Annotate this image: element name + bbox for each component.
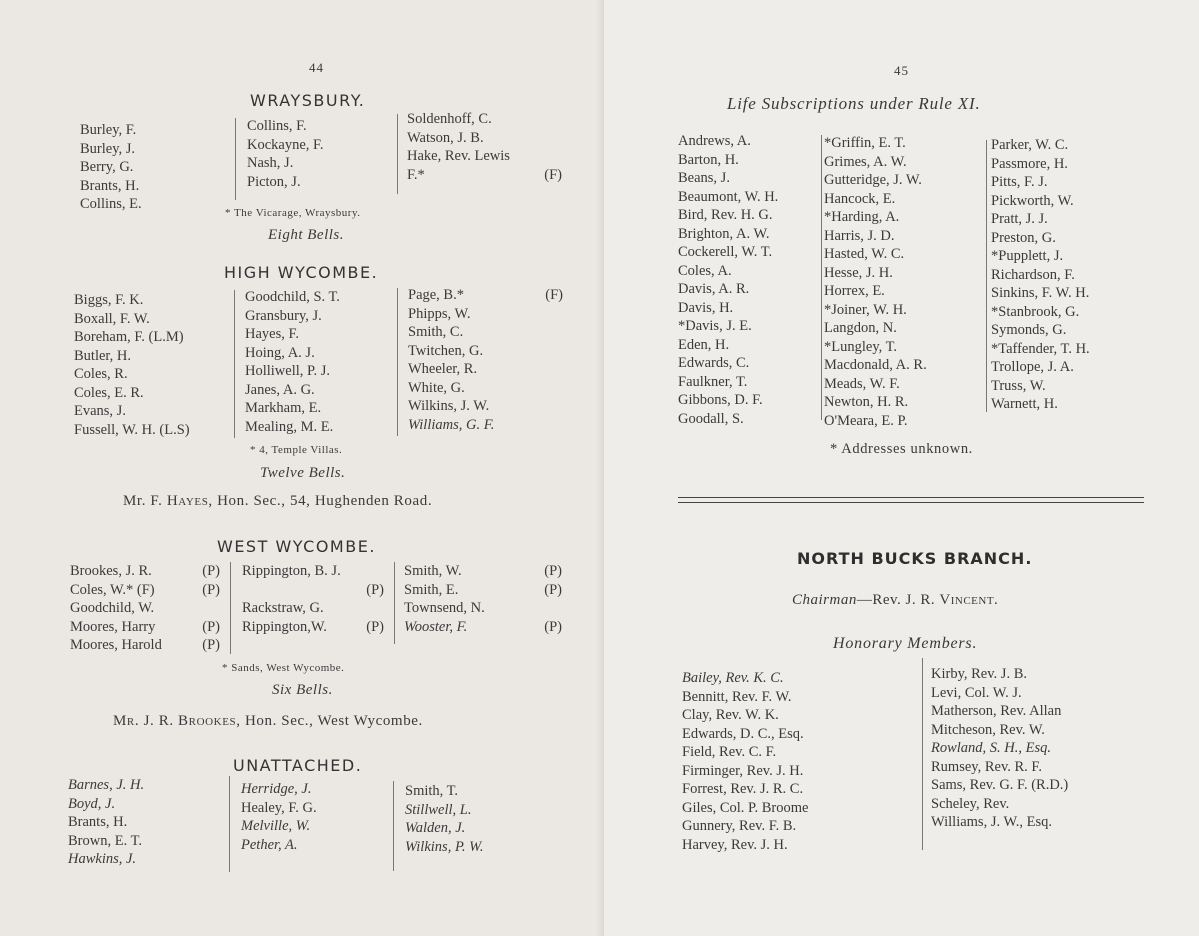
list-item: Macdonald, A. R.	[824, 357, 927, 373]
footnote: * Sands, West Wycombe.	[222, 662, 345, 674]
secretary-prefix: Mr. J. R.	[113, 713, 174, 729]
unattached-col2	[241, 780, 317, 854]
list-item	[407, 166, 562, 185]
column-divider	[234, 290, 235, 438]
list-item: Butler, H.	[74, 347, 132, 364]
high-wycombe-col3	[408, 286, 563, 434]
entry-name: Watson, J. B.	[407, 129, 484, 146]
column-divider	[922, 658, 923, 850]
list-item: Boyd, J.	[68, 795, 116, 812]
list-item: Wilkins, P. W.	[405, 838, 484, 855]
list-item: Grimes, A. W.	[824, 153, 907, 170]
list-item: Levi, Col. W. J.	[931, 684, 1022, 701]
list-item	[242, 562, 384, 581]
entry-mark: (P)	[202, 618, 220, 635]
list-item	[242, 599, 384, 618]
list-item: Truss, W.	[991, 377, 1046, 394]
list-item: Pether, A.	[241, 836, 298, 853]
list-item: Coles, A.	[678, 262, 732, 279]
list-item: Hesse, J. H.	[824, 264, 893, 281]
list-item	[408, 286, 563, 305]
list-item: Edwards, C.	[678, 355, 750, 371]
entry-name: Smith, C.	[408, 324, 464, 340]
entry-name: Goodchild, W.	[70, 600, 155, 616]
west-wycombe-col1	[70, 562, 220, 655]
list-item	[408, 305, 563, 324]
list-item: Hayes, F.	[245, 326, 300, 342]
list-item: Gibbons, D. F.	[678, 392, 763, 408]
list-item: Symonds, G.	[991, 322, 1067, 338]
entry-name: Wheeler, R.	[408, 361, 478, 377]
list-item: Scheley, Rev.	[931, 795, 1010, 812]
list-item: Meads, W. F.	[824, 375, 900, 392]
entry-mark: (P)	[202, 637, 220, 653]
section-heading-high-wycombe: HIGH WYCOMBE.	[224, 263, 379, 282]
west-wycombe-col2	[242, 562, 384, 636]
list-item: Hawkins, J.	[68, 851, 137, 867]
footnote: * The Vicarage, Wraysbury.	[225, 207, 361, 219]
list-item: *Lungley, T.	[824, 338, 898, 355]
list-item: Coles, R.	[74, 366, 128, 382]
list-item: Janes, A. G.	[245, 381, 315, 398]
entry-name: Smith, W.	[404, 563, 462, 579]
column-divider	[229, 776, 230, 872]
honorary-col2	[931, 665, 1068, 832]
high-wycombe-col1	[74, 291, 190, 439]
list-item: Davis, A. R.	[678, 281, 750, 297]
section-heading-north-bucks: NORTH BUCKS BRANCH.	[797, 549, 1033, 568]
unattached-col3	[405, 782, 484, 856]
list-item: Bennitt, Rev. F. W.	[682, 688, 792, 705]
list-item	[408, 379, 563, 398]
list-item	[70, 599, 220, 618]
list-item: Passmore, H.	[991, 155, 1068, 172]
list-item: Herridge, J.	[241, 781, 312, 797]
list-item: Pitts, F. J.	[991, 174, 1048, 190]
list-item	[407, 147, 562, 166]
list-item	[407, 110, 562, 129]
secretary-rest: Hon. Sec., 54, Hughenden Road.	[217, 493, 433, 509]
list-item: Sams, Rev. G. F. (R.D.)	[931, 777, 1069, 793]
wraysbury-col3	[407, 110, 562, 184]
list-item: Gunnery, Rev. F. B.	[682, 818, 797, 834]
entry-name: Brookes, J. R.	[70, 563, 152, 579]
list-item: *Pupplett, J.	[991, 248, 1064, 264]
right-page	[604, 0, 1199, 936]
list-item	[70, 618, 220, 637]
chairman-line	[792, 592, 998, 609]
list-item: Clay, Rev. W. K.	[682, 707, 779, 723]
entry-name: Rippington, B. J.	[242, 563, 341, 579]
section-heading-unattached: UNATTACHED.	[233, 756, 363, 775]
column-divider	[393, 781, 394, 871]
list-item: Harvey, Rev. J. H.	[682, 836, 788, 853]
list-item: Bailey, Rev. K. C.	[682, 670, 784, 686]
list-item: Cockerell, W. T.	[678, 244, 773, 260]
list-item: Mitcheson, Rev. W.	[931, 721, 1045, 738]
column-divider	[821, 135, 822, 420]
secretary-prefix: Mr. F.	[123, 493, 163, 509]
list-item	[408, 323, 563, 342]
list-item: Brown, E. T.	[68, 832, 142, 849]
column-divider	[230, 562, 231, 654]
wraysbury-col1	[80, 121, 142, 214]
entry-name: F.*	[407, 166, 425, 183]
list-item: Field, Rev. C. F.	[682, 744, 777, 760]
entry-name: Phipps, W.	[408, 305, 471, 322]
list-item: Mealing, M. E.	[245, 418, 334, 435]
list-item: Collins, F.	[247, 118, 307, 134]
list-item: *Stanbrook, G.	[991, 303, 1080, 320]
list-item: Burley, J.	[80, 140, 136, 157]
list-item	[408, 342, 563, 361]
list-item: Brighton, A. W.	[678, 225, 770, 242]
list-item: Harris, J. D.	[824, 227, 895, 244]
entry-name: White, G.	[408, 379, 465, 396]
entry-mark: (P)	[202, 581, 220, 598]
secretary-line	[113, 713, 423, 730]
list-item: Trollope, J. A.	[991, 359, 1074, 375]
list-item: Pickworth, W.	[991, 192, 1074, 209]
list-item: Warnett, H.	[991, 396, 1058, 412]
list-item: Langdon, N.	[824, 320, 897, 336]
list-item	[404, 581, 562, 600]
entry-mark: (P)	[544, 563, 562, 579]
list-item: *Griffin, E. T.	[824, 135, 906, 151]
entry-mark: (F)	[545, 287, 563, 303]
list-item: Kirby, Rev. J. B.	[931, 666, 1027, 682]
secretary-rest: Hon. Sec., West Wycombe.	[244, 713, 423, 729]
page-number: 44	[309, 60, 324, 75]
entry-mark: (F)	[544, 166, 562, 183]
list-item	[242, 618, 384, 637]
chairman-name: Vincent.	[939, 592, 999, 608]
list-item: Andrews, A.	[678, 133, 751, 149]
list-item: Brants, H.	[80, 177, 140, 194]
list-item: Firminger, Rev. J. H.	[682, 762, 804, 779]
entry-name: Townsend, N.	[404, 600, 485, 616]
column-divider	[397, 114, 398, 194]
list-item: Beans, J.	[678, 170, 730, 186]
list-item: Hancock, E.	[824, 190, 896, 207]
double-rule-bottom	[678, 502, 1144, 503]
unattached-col1	[68, 776, 144, 869]
list-item: Hasted, W. C.	[824, 246, 905, 262]
entry-name: Hake, Rev. Lewis	[407, 148, 510, 164]
honorary-members-title: Honorary Members.	[833, 635, 978, 652]
list-item: Faulkner, T.	[678, 373, 748, 390]
list-item: *Joiner, W. H.	[824, 301, 907, 318]
list-item: Healey, F. G.	[241, 799, 317, 816]
list-item: *Taffender, T. H.	[991, 340, 1090, 357]
column-divider	[397, 288, 398, 436]
bells-note: Six Bells.	[272, 682, 333, 698]
list-item	[70, 562, 220, 581]
list-item: Preston, G.	[991, 229, 1056, 246]
list-item: O'Meara, E. P.	[824, 412, 908, 429]
list-item: Barton, H.	[678, 151, 739, 168]
list-item: Barnes, J. H.	[68, 777, 145, 793]
list-item: Eden, H.	[678, 336, 730, 353]
footnote: * 4, Temple Villas.	[250, 444, 343, 456]
list-item: Boxall, F. W.	[74, 310, 150, 327]
list-item: Bird, Rev. H. G.	[678, 207, 773, 223]
list-item: Pratt, J. J.	[991, 211, 1048, 227]
list-item	[70, 636, 220, 655]
list-item: Davis, H.	[678, 299, 734, 316]
secretary-line	[123, 493, 432, 510]
list-item: Picton, J.	[247, 173, 301, 190]
chairman-dash: —Rev. J. R.	[856, 592, 936, 608]
section-heading-west-wycombe: WEST WYCOMBE.	[217, 537, 376, 556]
chairman-label: Chairman	[792, 592, 857, 608]
list-item: Goodall, S.	[678, 410, 744, 427]
life-col2	[824, 134, 927, 430]
list-item: Forrest, Rev. J. R. C.	[682, 781, 804, 797]
life-subscriptions-title: Life Subscriptions under Rule XI.	[727, 94, 981, 113]
list-item: Hoing, A. J.	[245, 344, 315, 361]
column-divider	[235, 118, 236, 200]
list-item: Biggs, F. K.	[74, 292, 144, 308]
list-item: Stillwell, L.	[405, 801, 472, 818]
list-item	[404, 599, 562, 618]
list-item	[404, 562, 562, 581]
list-item: Newton, H. R.	[824, 394, 909, 410]
list-item: Melville, W.	[241, 818, 311, 834]
entry-name: Moores, Harry	[70, 618, 156, 635]
entry-name: Wilkins, J. W.	[408, 398, 490, 414]
entry-mark: (P)	[544, 618, 562, 635]
list-item: Collins, E.	[80, 196, 142, 212]
entry-name: Smith, E.	[404, 581, 459, 598]
entry-name: Williams, G. F.	[408, 416, 495, 433]
entry-name: Soldenhoff, C.	[407, 111, 492, 127]
list-item	[408, 416, 563, 435]
list-item: Berry, G.	[80, 159, 134, 175]
page-number: 45	[894, 63, 909, 78]
bells-note: Twelve Bells.	[260, 465, 346, 481]
list-item: Richardson, F.	[991, 266, 1075, 283]
list-item: Nash, J.	[247, 155, 294, 171]
entry-name: Wooster, F.	[404, 618, 468, 635]
entry-mark: (P)	[544, 581, 562, 598]
list-item: Rowland, S. H., Esq.	[931, 740, 1052, 756]
list-item: Evans, J.	[74, 403, 126, 419]
list-item: Goodchild, S. T.	[245, 289, 340, 305]
list-item: Beaumont, W. H.	[678, 188, 779, 205]
secretary-name: Brookes,	[178, 713, 241, 729]
list-item	[70, 581, 220, 600]
list-item	[407, 129, 562, 148]
column-divider	[986, 140, 987, 412]
west-wycombe-col3	[404, 562, 562, 636]
list-item: Gransbury, J.	[245, 307, 322, 324]
list-item: Giles, Col. P. Broome	[682, 799, 809, 816]
entry-mark: (P)	[366, 581, 384, 598]
list-item: Rumsey, Rev. R. F.	[931, 758, 1042, 775]
entry-mark: (P)	[366, 618, 384, 635]
list-item	[408, 397, 563, 416]
honorary-col1	[682, 669, 808, 854]
entry-name: Twitchen, G.	[408, 342, 484, 359]
high-wycombe-col2	[245, 288, 340, 436]
list-item	[404, 618, 562, 637]
life-col1	[678, 132, 778, 428]
life-col3	[991, 136, 1090, 414]
list-item: Kockayne, F.	[247, 136, 324, 153]
entry-name: Coles, W.* (F)	[70, 581, 155, 598]
entry-mark: (P)	[202, 563, 220, 579]
list-item	[242, 581, 384, 600]
list-item: Holliwell, P. J.	[245, 363, 330, 379]
list-item: Horrex, E.	[824, 283, 885, 299]
section-heading-wraysbury: WRAYSBURY.	[250, 91, 366, 110]
list-item: Edwards, D. C., Esq.	[682, 725, 804, 742]
double-rule-top	[678, 497, 1144, 498]
entry-name: Moores, Harold	[70, 637, 162, 653]
entry-name: Rippington,W.	[242, 618, 327, 635]
list-item: Sinkins, F. W. H.	[991, 285, 1090, 301]
list-item: Williams, J. W., Esq.	[931, 814, 1053, 830]
list-item: Walden, J.	[405, 820, 466, 836]
bells-note: Eight Bells.	[268, 227, 344, 243]
list-item	[408, 360, 563, 379]
list-item: Burley, F.	[80, 122, 137, 138]
footnote: * Addresses unknown.	[830, 441, 973, 457]
list-item: Gutteridge, J. W.	[824, 172, 922, 188]
list-item: Parker, W. C.	[991, 137, 1069, 153]
column-divider	[394, 562, 395, 644]
list-item: Markham, E.	[245, 400, 322, 416]
list-item: Matherson, Rev. Allan	[931, 703, 1062, 719]
list-item: Fussell, W. H. (L.S)	[74, 421, 190, 438]
list-item: Boreham, F. (L.M)	[74, 329, 184, 345]
entry-name: Rackstraw, G.	[242, 600, 324, 616]
list-item: *Davis, J. E.	[678, 318, 752, 334]
wraysbury-col2	[247, 117, 324, 191]
list-item: *Harding, A.	[824, 209, 900, 225]
entry-name: Page, B.*	[408, 287, 464, 303]
list-item: Smith, T.	[405, 783, 459, 799]
list-item: Brants, H.	[68, 814, 128, 830]
secretary-name: Hayes,	[166, 493, 213, 509]
list-item: Coles, E. R.	[74, 384, 144, 401]
